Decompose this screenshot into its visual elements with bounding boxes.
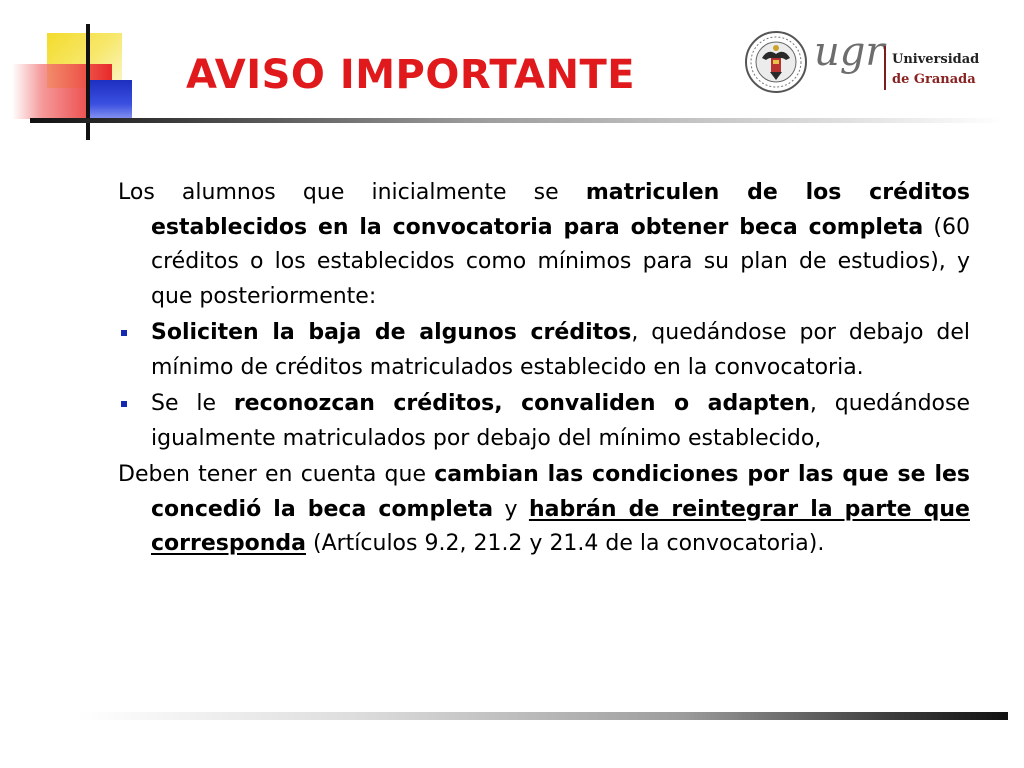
bullet2-bold: reconozcan créditos, convaliden o adapten: [233, 391, 810, 416]
footer-divider-line: [78, 712, 1008, 720]
bullet-item-1: [118, 316, 970, 385]
university-logo: [744, 29, 980, 98]
closing-paragraph: [118, 458, 970, 562]
bullet-item-2: [118, 387, 970, 456]
logo-wordmark: ugr: [814, 29, 885, 75]
closing-bold-underlined: habrán de reintegrar la parte que corresponda: [151, 496, 970, 556]
bullet2-text-2: , quedándose igualmente matriculados por debajo del mínimo establecido,: [151, 391, 970, 451]
closing-text-3: (Artículos 9.2, 21.2 y 21.4 de la convocatoria).: [306, 531, 825, 556]
bullet2-text-1: Se le: [151, 391, 234, 416]
square-bullet-icon: [121, 330, 127, 336]
bullet1-bold: Soliciten la baja de algunos créditos: [151, 320, 632, 345]
closing-bold-1: cambian las condiciones por las que se les concedió la beca completa: [151, 462, 970, 522]
intro-text-1: Los alumnos que inicialmente se: [118, 180, 586, 205]
intro-text-2: (60 créditos o los establecidos como mínimos para su plan de estudios), y que posteriormente:: [151, 214, 971, 309]
bullet1-text: , quedándose por debajo del mínimo de créditos matriculados establecido en la convocatoria.: [151, 320, 970, 380]
closing-text-2: y: [493, 496, 529, 522]
closing-text-1: Deben tener en cuenta que: [118, 462, 435, 487]
logo-name-line1: Universidad: [892, 52, 980, 67]
logo-name-line2: de Granada: [892, 72, 976, 87]
page-title: AVISO IMPORTANTE: [186, 52, 636, 98]
university-seal-icon: [744, 30, 808, 94]
intro-bold-1: matriculen de los créditos establecidos en la convocatoria para obtener beca completa: [151, 180, 970, 240]
intro-paragraph: [118, 176, 970, 314]
decor-blue-block: [90, 80, 132, 120]
title-divider-line: [30, 118, 1004, 123]
logo-divider: [884, 46, 886, 90]
square-bullet-icon: [121, 401, 127, 407]
notice-body: [118, 176, 970, 564]
